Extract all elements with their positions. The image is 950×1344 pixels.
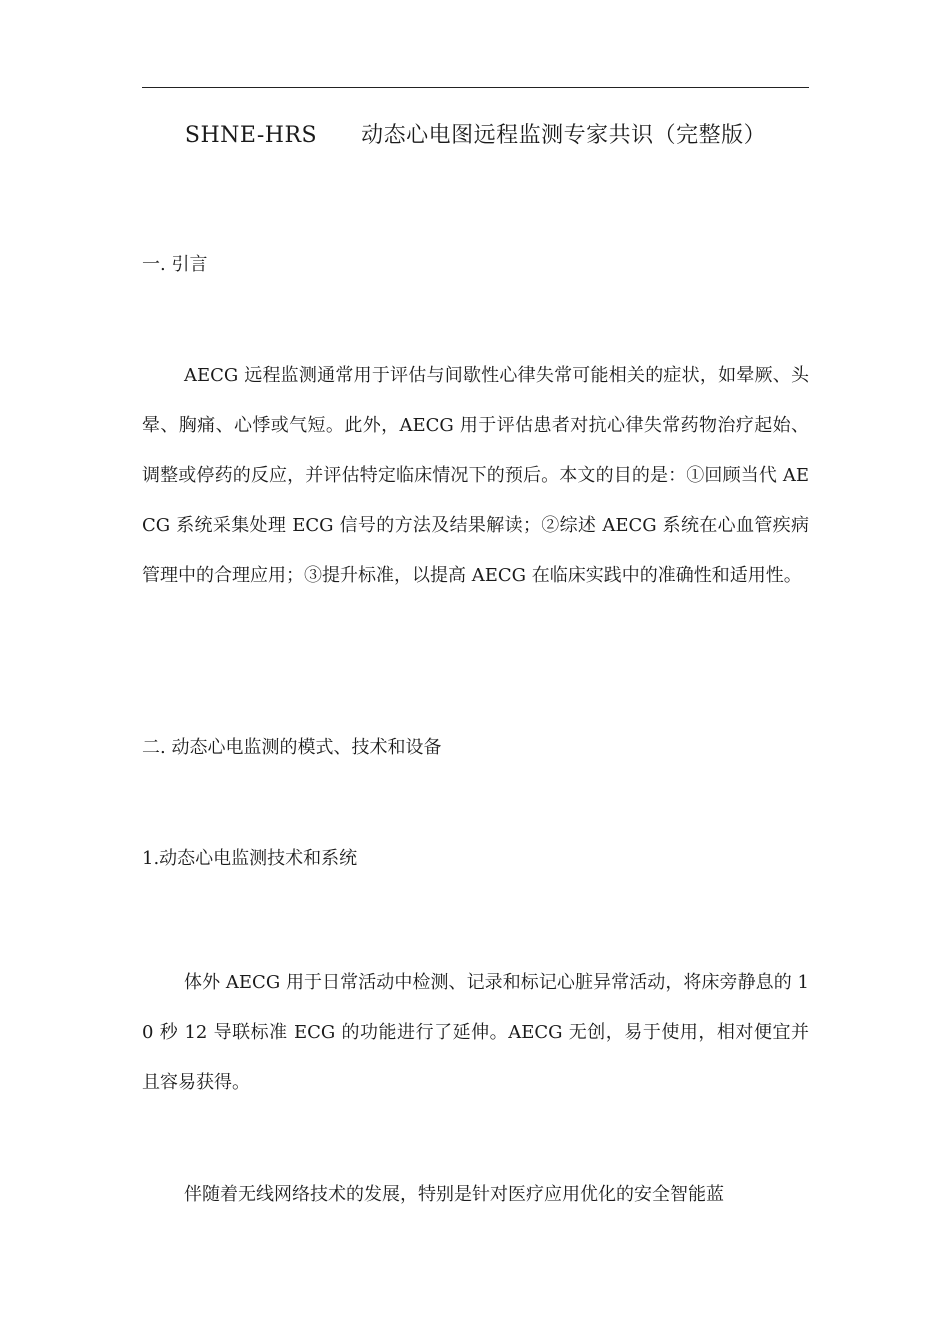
document-title — [142, 118, 809, 154]
title-prefix: SHNE-HRS — [184, 123, 318, 148]
title-main: 动态心电图远程监测专家共识（完整版） — [361, 123, 767, 148]
paragraph-wireless-network: 伴随着无线网络技术的发展，特别是针对医疗应用优化的安全智能蓝 — [184, 1184, 724, 1205]
section-heading-introduction: 一. 引言 — [142, 254, 208, 275]
section-heading-modes-technology: 二. 动态心电监测的模式、技术和设备 — [142, 737, 442, 758]
header-rule — [142, 87, 809, 88]
paragraph-external-aecg: 体外 AECG 用于日常活动中检测、记录和标记心脏异常活动，将床旁静息的 10 秒 12 导联标准 ECG 的功能进行了延伸。AECG 无创，易于使用，相对便宜并且容易获得。 — [142, 972, 809, 1093]
subsection-heading-monitoring-technology: 1.动态心电监测技术和系统 — [142, 848, 358, 869]
paragraph-introduction: AECG 远程监测通常用于评估与间歇性心律失常可能相关的症状，如晕厥、头晕、胸痛、心悸或气短。此外，AECG 用于评估患者对抗心律失常药物治疗起始、调整或停药的反应，并评估特定临床情况下的预后。本文的目的是：①回顾当代 AECG 系统采集处理 ECG 信号的方法及结果解读；②综述 AECG 系统在心血管疾病管理中的合理应用；③提升标准，以提高 AECG 在临床实践中的准确性和适用性。 — [142, 365, 809, 586]
